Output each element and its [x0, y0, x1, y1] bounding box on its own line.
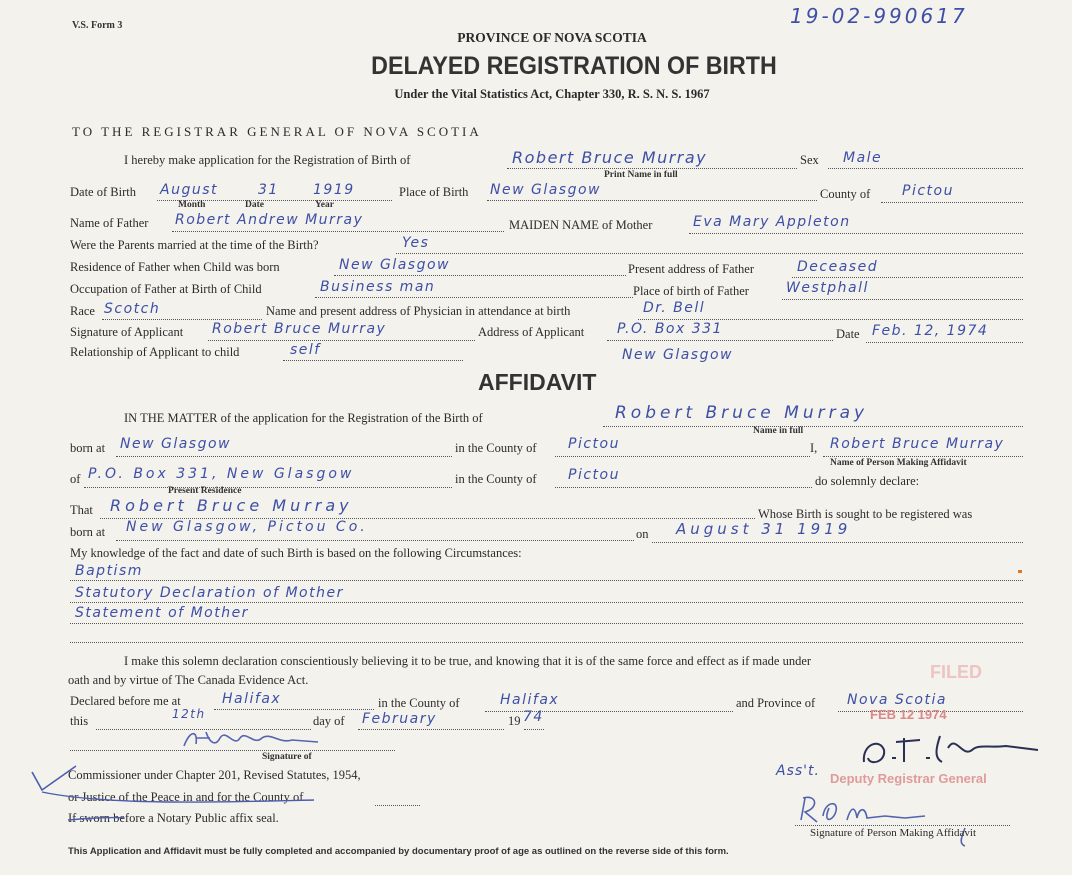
county-label: County of	[820, 187, 871, 201]
this-label: this	[70, 714, 89, 728]
justice-text: or Justice of the Peace in and for the County of	[68, 790, 304, 804]
solemn-line-1: I make this solemn declaration conscientiously believing it to be true, and knowing that it is of the same force and effect as if made under	[124, 654, 812, 668]
circumstance-1: Baptism	[75, 563, 143, 579]
sex-value: Male	[843, 150, 883, 166]
notary-text: If sworn before a Notary Public affix seal.	[68, 811, 279, 825]
applicant-signature: Robert Bruce Murray	[212, 321, 387, 337]
form-subtitle: Under the Vital Statistics Act, Chapter 330, R. S. N. S. 1967	[394, 87, 710, 101]
married-value: Yes	[402, 235, 430, 251]
father-value: Robert Andrew Murray	[175, 212, 364, 228]
declare-text: do solemnly declare:	[815, 474, 920, 488]
form-title: DELAYED REGISTRATION OF BIRTH	[371, 52, 777, 80]
province-heading: PROVINCE OF NOVA SCOTIA	[457, 30, 647, 45]
present-residence-value: P.O. Box 331, New Glasgow	[88, 466, 355, 482]
deputy-registrar-stamp: Deputy Registrar General	[830, 771, 987, 786]
born-at-label: born at	[70, 441, 106, 455]
filed-stamp: FILED	[930, 662, 982, 682]
father-pob-value: Westphall	[786, 280, 869, 296]
signature-of-caption: Signature of	[262, 752, 312, 762]
county-label-3: in the County of	[378, 696, 460, 710]
affiant-signature	[795, 790, 995, 850]
present-residence-caption: Present Residence	[168, 486, 242, 496]
father-label: Name of Father	[70, 216, 149, 230]
year-suffix: 74	[523, 709, 544, 725]
affiant-caption: Name of Person Making Affidavit	[830, 458, 967, 468]
dob-month: August	[160, 182, 218, 198]
i-label: I,	[810, 441, 818, 455]
county-value: Pictou	[902, 183, 954, 199]
married-label: Were the Parents married at the time of the Birth?	[70, 238, 319, 252]
matter-name: Robert Bruce Murray	[615, 403, 869, 423]
born-at-value: New Glasgow	[120, 436, 231, 452]
applicant-address-line1: P.O. Box 331	[617, 321, 723, 337]
of-label: of	[70, 472, 81, 486]
county-label-1: in the County of	[455, 441, 537, 455]
caption-month: Month	[178, 200, 206, 210]
present-address-label: Present address of Father	[628, 262, 755, 276]
dob-year: 1919	[313, 182, 355, 198]
application-date: Feb. 12, 1974	[872, 323, 989, 339]
ink-mark	[1018, 570, 1022, 573]
whose-birth-text: Whose Birth is sought to be registered was	[758, 507, 973, 521]
dob-label: Date of Birth	[70, 185, 136, 199]
check-mark-icon	[28, 762, 348, 822]
county-value-2: Pictou	[568, 467, 620, 483]
physician-value: Dr. Bell	[643, 300, 706, 316]
that-label: That	[70, 503, 93, 517]
dob-day: 31	[258, 182, 279, 198]
applicant-full-name: Robert Bruce Murray	[512, 148, 708, 167]
residence-value: New Glasgow	[339, 257, 450, 273]
circumstance-3: Statement of Mother	[75, 605, 249, 621]
on-date: August 31 1919	[676, 520, 852, 538]
county-value-3: Halifax	[500, 692, 560, 708]
race-value: Scotch	[104, 301, 161, 317]
applicant-address-label: Address of Applicant	[478, 325, 585, 339]
occupation-label: Occupation of Father at Birth of Child	[70, 282, 262, 296]
occupation-value: Business man	[320, 279, 436, 295]
solemn-line-2: oath and by virtue of The Canada Evidence Act.	[68, 673, 309, 687]
application-intro: I hereby make application for the Registration of Birth of	[124, 153, 411, 167]
form-number: V.S. Form 3	[72, 20, 123, 31]
pob-value: New Glasgow	[490, 182, 601, 198]
caption-year: Year	[315, 200, 334, 210]
year-prefix: 19	[508, 714, 521, 728]
county-value-1: Pictou	[568, 436, 620, 452]
race-label: Race	[70, 304, 95, 318]
matter-text: IN THE MATTER of the application for the Registration of the Birth of	[124, 411, 483, 425]
addressee: TO THE REGISTRAR GENERAL OF NOVA SCOTIA	[72, 124, 482, 139]
residence-label: Residence of Father when Child was born	[70, 260, 280, 274]
province-label: and Province of	[736, 696, 816, 710]
province-value: Nova Scotia	[847, 692, 947, 708]
day-of-label: day of	[313, 714, 345, 728]
applicant-address-line2: New Glasgow	[622, 347, 733, 363]
file-number: 19-02-990617	[790, 4, 968, 28]
print-name-caption: Print Name in full	[604, 170, 678, 180]
applicant-signature-label: Signature of Applicant	[70, 325, 184, 339]
mother-value: Eva Mary Appleton	[693, 214, 851, 230]
month-value: February	[362, 711, 437, 727]
born-at-value-2: New Glasgow, Pictou Co.	[126, 519, 368, 535]
pob-label: Place of Birth	[399, 185, 469, 199]
father-pob-label: Place of birth of Father	[633, 284, 749, 298]
sex-label: Sex	[800, 153, 819, 167]
physician-label: Name and present address of Physician in attendance at birth	[266, 304, 571, 318]
declared-at-value: Halifax	[222, 691, 282, 707]
caption-date: Date	[245, 200, 264, 210]
footer-instructions: This Application and Affidavit must be fully completed and accompanied by documentary proof of age as outlined on the reverse side of this form.	[68, 846, 729, 857]
declared-label: Declared before me at	[70, 694, 181, 708]
relationship-label: Relationship of Applicant to child	[70, 345, 240, 359]
date-label: Date	[836, 327, 860, 341]
born-at-label-2: born at	[70, 525, 106, 539]
day-number: 12th	[172, 707, 206, 721]
asst-abbrev: Ass't.	[776, 763, 820, 779]
commissioner-text: Commissioner under Chapter 201, Revised Statutes, 1954,	[68, 768, 361, 782]
registrar-signature	[856, 728, 1046, 776]
present-address-value: Deceased	[797, 259, 879, 275]
relationship-value: self	[290, 342, 321, 358]
affiant-signature-caption: Signature of Person Making Affidavit	[810, 827, 976, 839]
affidavit-heading: AFFIDAVIT	[478, 369, 597, 395]
that-name: Robert Bruce Murray	[110, 496, 353, 515]
county-label-2: in the County of	[455, 472, 537, 486]
on-label: on	[636, 527, 649, 541]
affiant-name: Robert Bruce Murray	[830, 436, 1005, 452]
circumstance-2: Statutory Declaration of Mother	[75, 585, 344, 601]
mother-label: MAIDEN NAME of Mother	[509, 218, 653, 232]
name-in-full-caption: Name in full	[753, 426, 804, 436]
filed-date-stamp: FEB 12 1974	[870, 707, 947, 722]
knowledge-text: My knowledge of the fact and date of such Birth is based on the following Circumstances:	[70, 546, 522, 560]
